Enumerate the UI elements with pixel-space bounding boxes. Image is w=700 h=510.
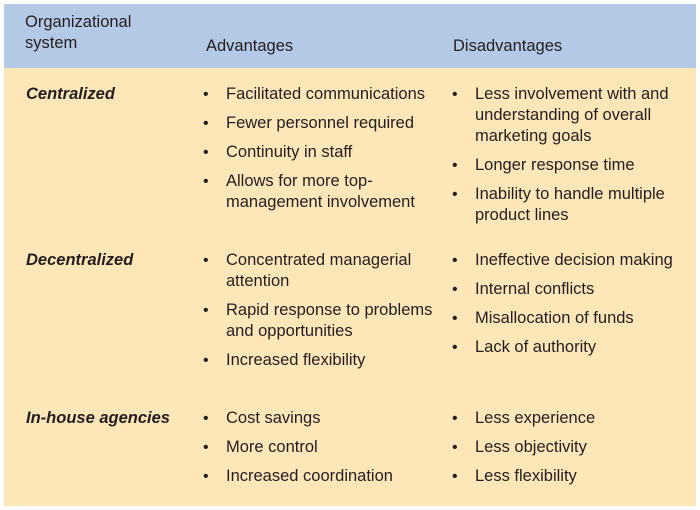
list-item: • Less flexibility <box>452 466 688 487</box>
header-advantages: Advantages <box>206 37 294 55</box>
row-label-decentralized: Decentralized <box>26 251 134 269</box>
in-house-disadvantages-list <box>452 408 688 495</box>
list-item: • Increased flexibility <box>203 350 433 371</box>
row-label-in-house-agencies: In-house agencies <box>26 409 170 427</box>
list-item: • Facilitated communications <box>203 84 433 105</box>
list-item: • More control <box>203 437 433 458</box>
list-item: • Lack of authority <box>452 337 688 358</box>
list-item: • Rapid response to problems and opportunities <box>203 300 433 342</box>
list-item: • Internal conflicts <box>452 279 688 300</box>
header-organizational-system: Organizational system <box>25 13 132 52</box>
row-label-centralized: Centralized <box>26 85 115 103</box>
list-item: • Less involvement with and understanding of overall marketing goals <box>452 84 688 147</box>
list-item: • Inability to handle multiple product lines <box>452 184 688 226</box>
decentralized-disadvantages-list <box>452 250 688 366</box>
list-item: • Continuity in staff <box>203 142 433 163</box>
centralized-disadvantages-list <box>452 84 688 234</box>
centralized-advantages-list <box>203 84 433 221</box>
list-item: • Less objectivity <box>452 437 688 458</box>
in-house-advantages-list <box>203 408 433 495</box>
list-item: • Misallocation of funds <box>452 308 688 329</box>
decentralized-advantages-list <box>203 250 433 379</box>
header-disadvantages: Disadvantages <box>453 37 563 55</box>
list-item: • Cost savings <box>203 408 433 429</box>
list-item: • Fewer personnel required <box>203 113 433 134</box>
comparison-table <box>4 4 696 506</box>
list-item: • Concentrated managerial attention <box>203 250 433 292</box>
list-item: • Less experience <box>452 408 688 429</box>
list-item: • Ineffective decision making <box>452 250 688 271</box>
list-item: • Allows for more top-management involvement <box>203 171 433 213</box>
list-item: • Increased coordination <box>203 466 433 487</box>
table-header <box>4 4 696 68</box>
list-item: • Longer response time <box>452 155 688 176</box>
